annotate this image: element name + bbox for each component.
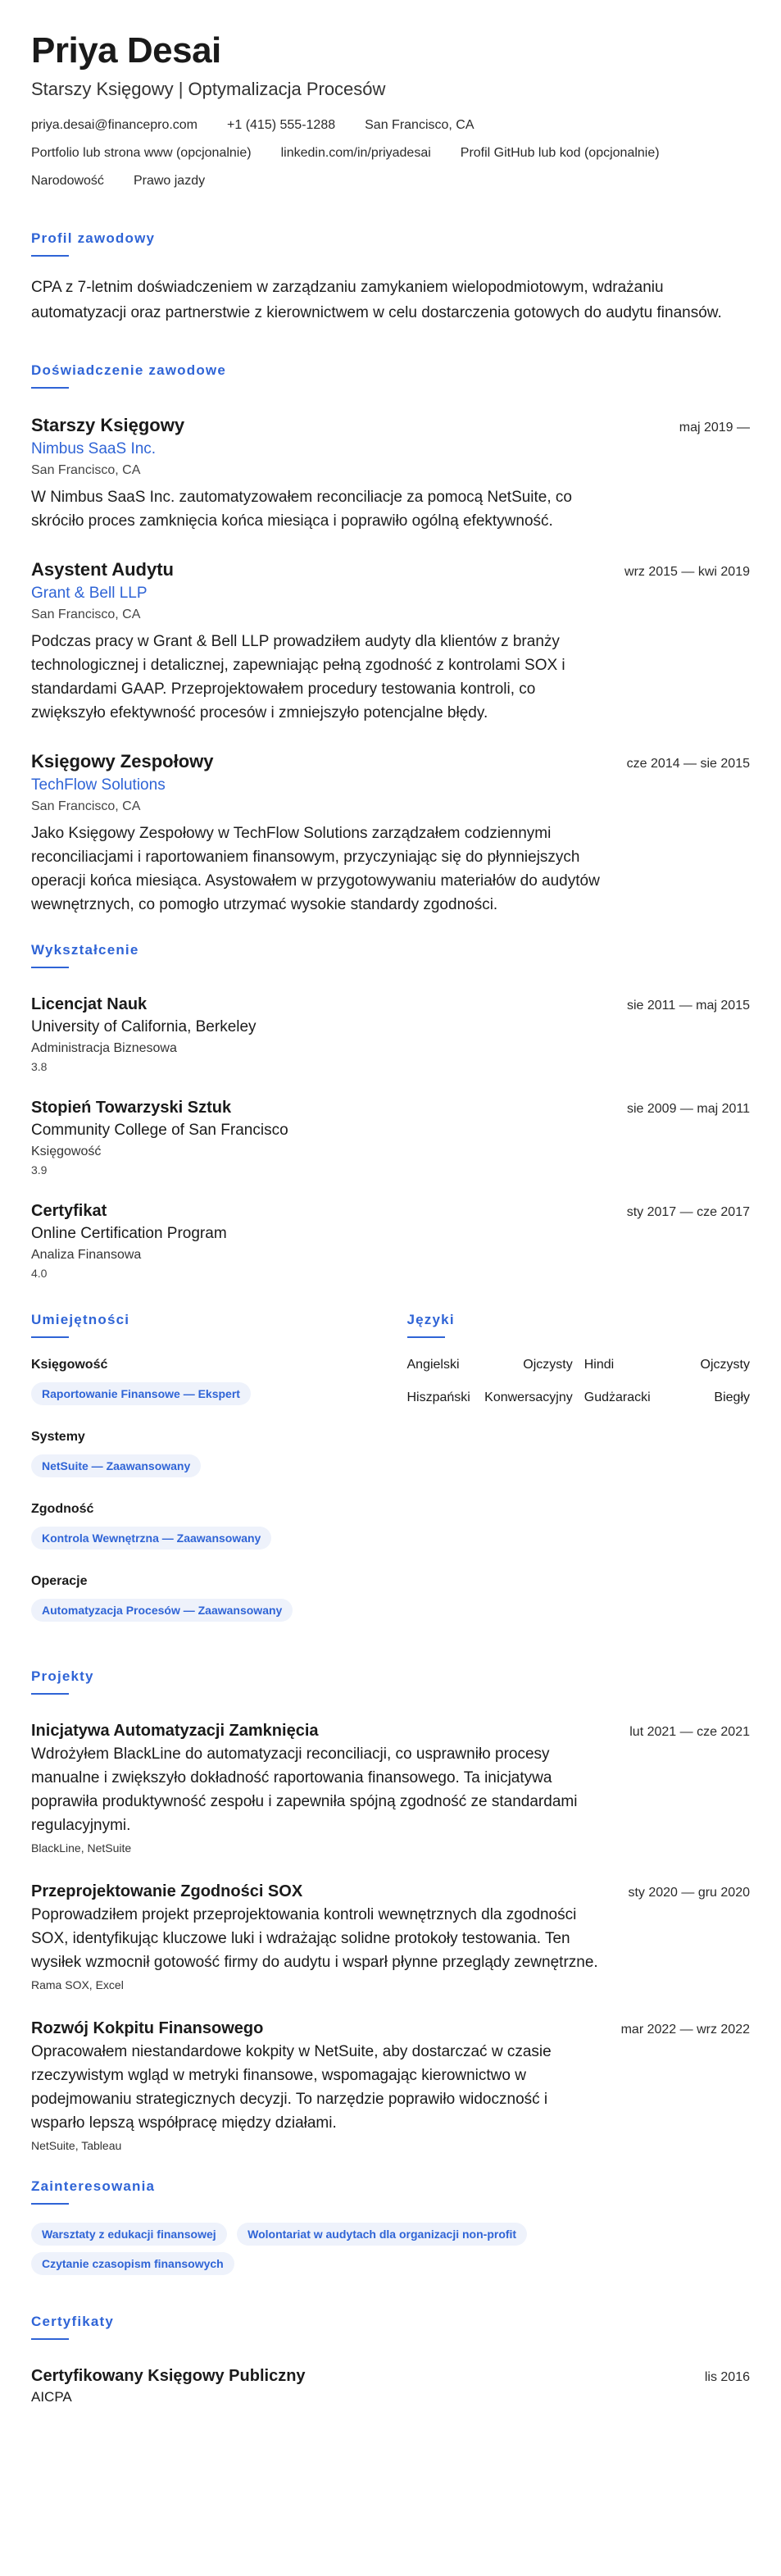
field-of-study: Księgowość <box>31 1145 102 1158</box>
project-description: Wdrożyłem BlackLine do automatyzacji reconciliacji, co usprawniło procesy manualne i zwiększyło dokładność raportowania finansowego. Ta inicjatywa poprawiła produktywność zespołu i zapewniła spójną zgodność ze standardami regulacyjnymi. <box>31 1745 578 1834</box>
interest-chip: Warsztaty z edukacji finansowej <box>31 2223 227 2246</box>
section-divider <box>31 2338 69 2340</box>
job-description: Jako Księgowy Zespołowy w TechFlow Solutions zarządzałem codziennymi reconciliacjami i raportowaniem finansowym, przyczyniając się do płynniejszych operacji końca miesiąca. Asystowałem w przygotowywaniu materiałów do audytów wewnętrznych, co pomogło utrzymać wysokie standardy zgodności. <box>31 825 600 913</box>
field-of-study: Administracja Biznesowa <box>31 1041 177 1055</box>
education-dates: sie 2009 — maj 2011 <box>626 1102 750 1116</box>
language-level: Biegły <box>714 1390 750 1404</box>
interest-chip: Czytanie czasopism finansowych <box>31 2252 234 2275</box>
skill-group <box>31 1572 375 1628</box>
skills-section <box>31 1311 375 1645</box>
language-item <box>407 1389 573 1407</box>
company-name: Grant & Bell LLP <box>31 585 148 602</box>
languages-grid <box>407 1356 751 1407</box>
skill-chip: NetSuite — Zaawansowany <box>31 1454 201 1477</box>
section-title-experience: Doświadczenie zawodowe <box>31 362 227 378</box>
section-divider <box>31 255 69 257</box>
experience-entry <box>31 413 750 533</box>
education-entry <box>31 993 750 1075</box>
project-tools: BlackLine, NetSuite <box>31 1841 132 1855</box>
language-name: Hiszpański <box>406 1390 470 1404</box>
skill-chip: Raportowanie Finansowe — Ekspert <box>31 1382 251 1405</box>
section-title-skills: Umiejętności <box>31 1312 130 1327</box>
degree-title: Certyfikat <box>31 1202 107 1220</box>
gpa-value: 4.0 <box>31 1267 48 1280</box>
project-tools: NetSuite, Tableau <box>31 2139 122 2152</box>
certification-date: lis 2016 <box>704 2370 750 2384</box>
job-title: Starszy Księgowy <box>31 415 185 435</box>
project-name: Przeprojektowanie Zgodności SOX <box>31 1882 303 1900</box>
contact-row-3 <box>31 172 750 190</box>
skill-category: Zgodność <box>31 1502 94 1516</box>
projects-section <box>31 1668 750 2155</box>
job-title: Księgowy Zespołowy <box>31 751 214 771</box>
certification-issuer: AICPA <box>31 2389 72 2405</box>
contact-row-1 <box>31 116 750 134</box>
section-divider <box>31 2203 69 2205</box>
job-title: Asystent Audytu <box>31 559 174 580</box>
field-of-study: Analiza Finansowa <box>31 1248 142 1262</box>
project-name: Inicjatywa Automatyzacji Zamknięcia <box>31 1722 319 1740</box>
language-level: Ojczysty <box>523 1358 573 1372</box>
language-level: Ojczysty <box>700 1358 750 1372</box>
project-description: Poprowadziłem projekt przeprojektowania kontroli wewnętrznych dla zgodności SOX, identyfikując kluczowe luki i wdrażając solidne protokoły testowania. Ten wysiłek wzmocnił gotowość firmy do audytu i wsparł płynne przeglądy zewnętrzne. <box>31 1906 598 1971</box>
section-divider <box>31 387 69 389</box>
school-name: Online Certification Program <box>31 1225 227 1242</box>
gpa-value: 3.8 <box>31 1060 48 1073</box>
profile-section <box>31 230 750 325</box>
job-dates: wrz 2015 — kwi 2019 <box>624 565 750 579</box>
skill-category: Księgowość <box>31 1358 108 1372</box>
language-item <box>407 1356 573 1374</box>
job-description: W Nimbus SaaS Inc. zautomatyzowałem reconciliacje za pomocą NetSuite, co skróciło proces zamknięcia końca miesiąca i poprawiło ogólną efektywność. <box>31 489 572 530</box>
certification-name: Certyfikowany Księgowy Publiczny <box>31 2367 306 2385</box>
candidate-name: Priya Desai <box>31 30 221 71</box>
section-title-languages: Języki <box>406 1312 455 1327</box>
company-name: Nimbus SaaS Inc. <box>31 440 157 457</box>
school-name: University of California, Berkeley <box>31 1018 257 1035</box>
school-name: Community College of San Francisco <box>31 1122 288 1139</box>
location-text: San Francisco, CA <box>365 118 475 132</box>
certification-entry <box>31 2364 750 2407</box>
section-divider <box>31 967 69 968</box>
resume-header <box>31 30 750 190</box>
job-location: San Francisco, CA <box>31 608 141 621</box>
candidate-headline: Starszy Księgowy | Optymalizacja Procesów <box>31 79 386 99</box>
project-description: Opracowałem niestandardowe kokpity w NetSuite, aby dostarczać w czasie rzeczywistym wgląd w metryki finansowe, wspomagając kierownictwo w podejmowaniu strategicznych decyzji. To narzędzie poprawiło widoczność i wsparło lepszą współpracę między działami. <box>31 2043 552 2132</box>
project-tools: Rama SOX, Excel <box>31 1978 124 1991</box>
education-dates: sie 2011 — maj 2015 <box>626 999 750 1013</box>
project-dates: sty 2020 — gru 2020 <box>628 1886 750 1900</box>
skill-category: Operacje <box>31 1574 88 1588</box>
certifications-section <box>31 2313 750 2407</box>
section-divider <box>407 1336 445 1338</box>
skill-category: Systemy <box>31 1430 85 1444</box>
skill-group <box>31 1356 375 1412</box>
project-dates: lut 2021 — cze 2021 <box>629 1725 750 1739</box>
company-name: TechFlow Solutions <box>31 776 166 794</box>
contact-row-2 <box>31 144 750 162</box>
language-name: Gudżaracki <box>583 1390 651 1404</box>
education-dates: sty 2017 — cze 2017 <box>626 1205 750 1219</box>
job-location: San Francisco, CA <box>31 463 141 477</box>
experience-entry <box>31 558 750 725</box>
section-title-projects: Projekty <box>31 1668 94 1684</box>
section-divider <box>31 1336 69 1338</box>
section-title-profile: Profil zawodowy <box>31 230 156 246</box>
project-name: Rozwój Kokpitu Finansowego <box>31 2019 264 2037</box>
degree-title: Licencjat Nauk <box>31 995 148 1013</box>
skill-group <box>31 1428 375 1484</box>
project-entry <box>31 1880 750 1994</box>
section-title-education: Wykształcenie <box>31 942 139 958</box>
project-entry <box>31 2017 750 2155</box>
github-link[interactable]: Profil GitHub lub kod (opcjonalnie) <box>460 146 660 160</box>
language-name: Angielski <box>406 1358 460 1372</box>
job-dates: maj 2019 — <box>679 421 750 435</box>
job-location: San Francisco, CA <box>31 799 141 813</box>
project-entry <box>31 1719 750 1857</box>
email-link[interactable]: priya.desai@financepro.com <box>31 118 198 132</box>
language-name: Hindi <box>583 1358 615 1372</box>
interests-section <box>31 2178 750 2282</box>
phone-text: +1 (415) 555-1288 <box>227 118 336 132</box>
education-section <box>31 941 750 1281</box>
job-dates: cze 2014 — sie 2015 <box>626 757 750 771</box>
education-entry <box>31 1199 750 1281</box>
languages-section <box>407 1311 751 1645</box>
skills-languages-row <box>31 1311 750 1645</box>
experience-entry <box>31 749 750 917</box>
degree-title: Stopień Towarzyski Sztuk <box>31 1099 232 1117</box>
language-item <box>584 1356 750 1374</box>
profile-summary: CPA z 7-letnim doświadczeniem w zarządzaniu zamykaniem wielopodmiotowym, wdrażaniu automatyzacji oraz partnerstwie z kierownictwem w celu dostarczenia gotowych do audytu finansów. <box>31 279 722 321</box>
job-description: Podczas pracy w Grant & Bell LLP prowadziłem audyty dla klientów z branży technologicznej i detalicznej, zapewniając pełną zgodność z kontrolami SOX i standardami GAAP. Przeprojektowałem procedury testowania kontroli, co zwiększyło efektywność procesów i zmniejszyło potencjalne błędy. <box>31 633 565 721</box>
skill-group <box>31 1500 375 1556</box>
skill-chip: Kontrola Wewnętrzna — Zaawansowany <box>31 1527 271 1550</box>
project-dates: mar 2022 — wrz 2022 <box>620 2023 750 2037</box>
interest-chip: Wolontariat w audytach dla organizacji non-profit <box>237 2223 527 2246</box>
interests-chip-list <box>31 2223 588 2282</box>
section-title-certifications: Certyfikaty <box>31 2314 115 2329</box>
linkedin-link[interactable]: linkedin.com/in/priyadesai <box>280 146 431 160</box>
driving-license-text: Prawo jazdy <box>133 174 206 188</box>
skill-chip: Automatyzacja Procesów — Zaawansowany <box>31 1599 293 1622</box>
language-level: Konwersacyjny <box>484 1390 573 1404</box>
section-divider <box>31 1693 69 1695</box>
section-title-interests: Zainteresowania <box>31 2178 156 2194</box>
portfolio-link[interactable]: Portfolio lub strona www (opcjonalnie) <box>31 146 252 160</box>
nationality-text: Narodowość <box>31 174 104 188</box>
education-entry <box>31 1096 750 1178</box>
gpa-value: 3.9 <box>31 1163 48 1176</box>
experience-section <box>31 362 750 917</box>
language-item <box>584 1389 750 1407</box>
